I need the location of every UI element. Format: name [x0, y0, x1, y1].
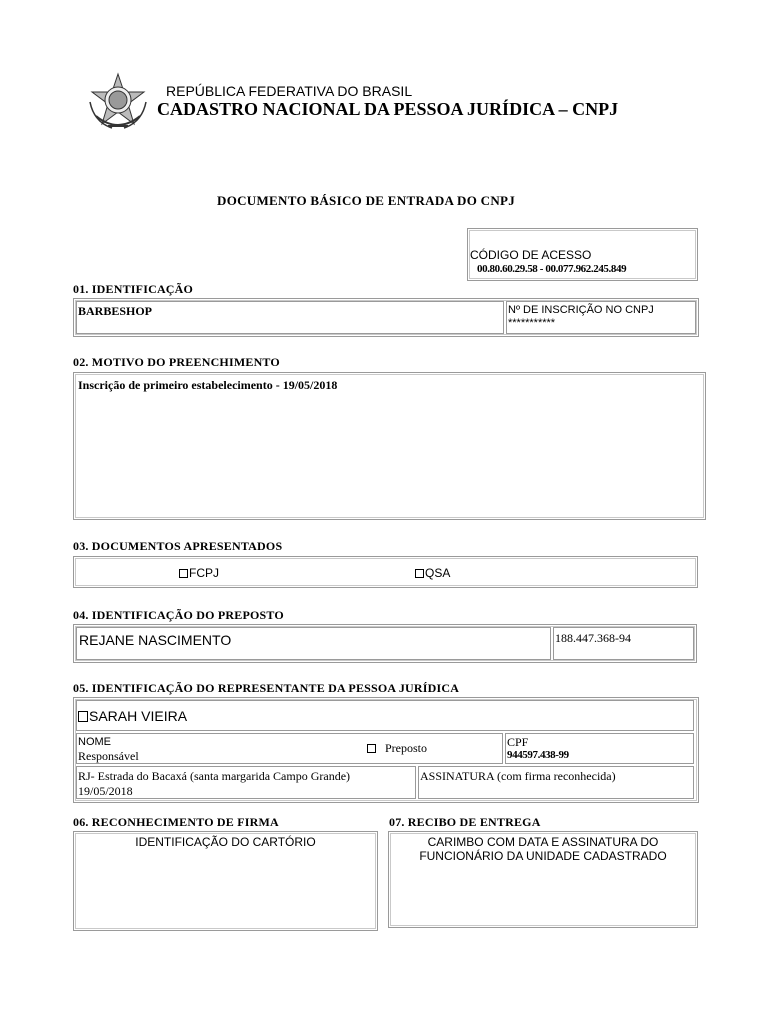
rep-cpf-value: 944597.438-99	[507, 749, 569, 761]
preposto-name-cell	[76, 627, 551, 660]
access-code-value: 00.80.60.29.58 - 00.077.962.245.849	[477, 263, 627, 275]
rep-checkbox-icon[interactable]	[78, 711, 88, 722]
rep-nome-label: NOME	[78, 736, 111, 748]
company-name: BARBESHOP	[78, 304, 153, 318]
section-07-title: 07. RECIBO DE ENTREGA	[389, 815, 541, 829]
rep-name	[78, 708, 187, 724]
registry-title: CADASTRO NACIONAL DA PESSOA JURÍDICA – CNPJ	[157, 99, 619, 119]
qsa-checkbox-icon[interactable]	[415, 569, 424, 578]
section-01-title: 01. IDENTIFICAÇÃO	[73, 282, 194, 296]
company-name-cell	[76, 301, 504, 334]
rep-name-text: SARAH VIEIRA	[89, 708, 188, 724]
rep-signature-label: ASSINATURA (com firma reconhecida)	[420, 769, 616, 783]
access-code-label: CÓDIGO DE ACESSO	[470, 248, 592, 262]
section-05-title: 05. IDENTIFICAÇÃO DO REPRESENTANTE DA PESSOA JURÍDICA	[73, 681, 460, 695]
preposto-cpf-cell	[553, 627, 694, 660]
section-02-title: 02. MOTIVO DO PREENCHIMENTO	[73, 355, 280, 369]
rep-address: RJ- Estrada do Bacaxá (santa margarida Campo Grande)	[78, 769, 351, 783]
rep-cpf-cell	[505, 733, 694, 764]
receipt-line-1: CARIMBO COM DATA E ASSINATURA DO	[427, 835, 659, 849]
brasil-coat-of-arms-icon	[86, 72, 150, 134]
preposto-box	[73, 624, 697, 663]
qsa-label: QSA	[425, 566, 451, 580]
cnpj-label: Nº DE INSCRIÇÃO NO CNPJ	[508, 304, 654, 316]
reason-text: Inscrição de primeiro estabelecimento - 19/05/2018	[78, 378, 338, 392]
preposto-cpf: 188.447.368-94	[555, 631, 631, 645]
preposto-name: REJANE NASCIMENTO	[79, 632, 232, 648]
fcpj-label: FCPJ	[189, 566, 219, 580]
section-06-title: 06. RECONHECIMENTO DE FIRMA	[73, 815, 279, 829]
rep-signature-cell	[418, 766, 694, 799]
rep-responsavel-label: Responsável	[78, 749, 139, 763]
rep-preposto-checkbox-icon[interactable]	[367, 744, 376, 753]
reason-box	[73, 372, 706, 520]
rep-address-cell	[76, 766, 416, 799]
section-04-title: 04. IDENTIFICAÇÃO DO PREPOSTO	[73, 608, 284, 622]
delivery-receipt-box	[388, 831, 698, 928]
receipt-line-2: FUNCIONÁRIO DA UNIDADE CADASTRADO	[419, 849, 667, 863]
fcpj-checkbox-icon[interactable]	[179, 569, 188, 578]
republic-title: REPÚBLICA FEDERATIVA DO BRASIL	[166, 83, 413, 99]
identification-box	[73, 298, 699, 337]
rep-cpf-label: CPF	[507, 735, 529, 749]
cnpj-cell	[506, 301, 696, 334]
rep-role-cell	[76, 733, 503, 764]
document-title: DOCUMENTO BÁSICO DE ENTRADA DO CNPJ	[217, 193, 516, 208]
notary-label: IDENTIFICAÇÃO DO CARTÓRIO	[135, 835, 316, 849]
fcpj-option[interactable]	[179, 566, 219, 580]
rep-preposto-option[interactable]	[367, 741, 427, 756]
rep-name-cell	[76, 700, 694, 731]
rep-preposto-label: Preposto	[385, 741, 427, 755]
representative-box	[73, 697, 699, 803]
access-code-box	[467, 228, 698, 281]
documents-box	[73, 556, 698, 588]
firm-recognition-box	[73, 831, 378, 931]
cnpj-value: ***********	[508, 317, 556, 329]
qsa-option[interactable]	[415, 566, 450, 580]
section-03-title: 03. DOCUMENTOS APRESENTADOS	[73, 539, 283, 553]
rep-date: 19/05/2018	[78, 784, 133, 798]
